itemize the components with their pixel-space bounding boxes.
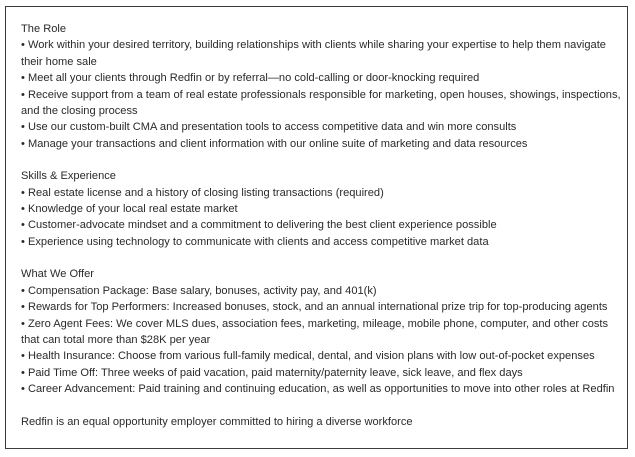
list-item — [21, 70, 621, 86]
bullet: • — [21, 39, 25, 52]
section-heading: Skills & Experience — [21, 170, 116, 183]
bullet: • — [21, 235, 25, 248]
list-item — [21, 299, 621, 315]
section-skills-experience — [21, 168, 621, 250]
list-item — [21, 381, 621, 397]
list-item — [21, 37, 621, 70]
list-item-text: Use our custom-built CMA and presentation tools to access competitive data and win more consults — [27, 121, 517, 134]
offer-list — [21, 283, 621, 398]
bullet: • — [21, 219, 25, 232]
job-description-panel — [5, 6, 628, 449]
bullet: • — [21, 317, 25, 330]
list-item — [21, 136, 621, 152]
list-item — [21, 87, 621, 120]
bullet: • — [21, 186, 25, 199]
bullet: • — [21, 301, 25, 314]
list-item-text: Zero Agent Fees: We cover MLS dues, association fees, marketing, mileage, mobile phone, computer, and other costs that can total more than $28K per year — [21, 317, 609, 346]
list-item — [21, 283, 621, 299]
section-the-role — [21, 21, 621, 152]
list-item-text: Meet all your clients through Redfin or by referral—no cold-calling or door-knocking required — [27, 72, 480, 85]
list-item-text: Work within your desired territory, building relationships with clients while sharing your expertise to help them navigate their home sale — [21, 39, 606, 68]
list-item — [21, 217, 621, 233]
list-item — [21, 316, 621, 349]
bullet: • — [21, 121, 25, 134]
list-item-text: Compensation Package: Base salary, bonuses, activity pay, and 401(k) — [27, 284, 377, 297]
list-item-text: Paid Time Off: Three weeks of paid vacation, paid maternity/paternity leave, sick leave, and flex days — [27, 366, 523, 379]
list-item-text: Health Insurance: Choose from various full-family medical, dental, and vision plans with low out-of-pocket expenses — [27, 350, 595, 363]
list-item-text: Experience using technology to communicate with clients and access competitive market data — [27, 235, 489, 248]
list-item — [21, 119, 621, 135]
bullet: • — [21, 72, 25, 85]
list-item-text: Receive support from a team of real estate professionals responsible for marketing, open houses, showings, inspections, and the closing process — [21, 88, 621, 118]
list-item-text: Rewards for Top Performers: Increased bonuses, stock, and an annual international prize trip for top-producing agents — [27, 301, 608, 314]
bullet: • — [21, 350, 25, 363]
list-item — [21, 234, 621, 250]
section-what-we-offer — [21, 266, 621, 397]
job-description-content — [21, 21, 621, 430]
list-item-text: Customer-advocate mindset and a commitment to delivering the best client experience possible — [27, 219, 497, 232]
section-heading: What We Offer — [21, 268, 94, 281]
bullet: • — [21, 137, 25, 150]
bullet: • — [21, 284, 25, 297]
list-item-text: Career Advancement: Paid training and continuing education, as well as opportunities to move into other roles at Redfin — [27, 383, 615, 396]
skills-list — [21, 185, 621, 251]
bullet: • — [21, 366, 25, 379]
list-item-text: Manage your transactions and client information with our online suite of marketing and data resources — [27, 137, 528, 150]
bullet: • — [21, 203, 25, 216]
list-item — [21, 185, 621, 201]
bullet: • — [21, 88, 25, 101]
equal-opportunity-statement: Redfin is an equal opportunity employer committed to hiring a diverse workforce — [21, 415, 413, 428]
list-item — [21, 348, 621, 364]
list-item — [21, 201, 621, 217]
bullet: • — [21, 383, 25, 396]
list-item-text: Knowledge of your local real estate market — [27, 203, 238, 216]
list-item-text: Real estate license and a history of closing listing transactions (required) — [27, 186, 384, 199]
list-item — [21, 365, 621, 381]
section-heading: The Role — [21, 23, 67, 35]
role-list — [21, 37, 621, 152]
